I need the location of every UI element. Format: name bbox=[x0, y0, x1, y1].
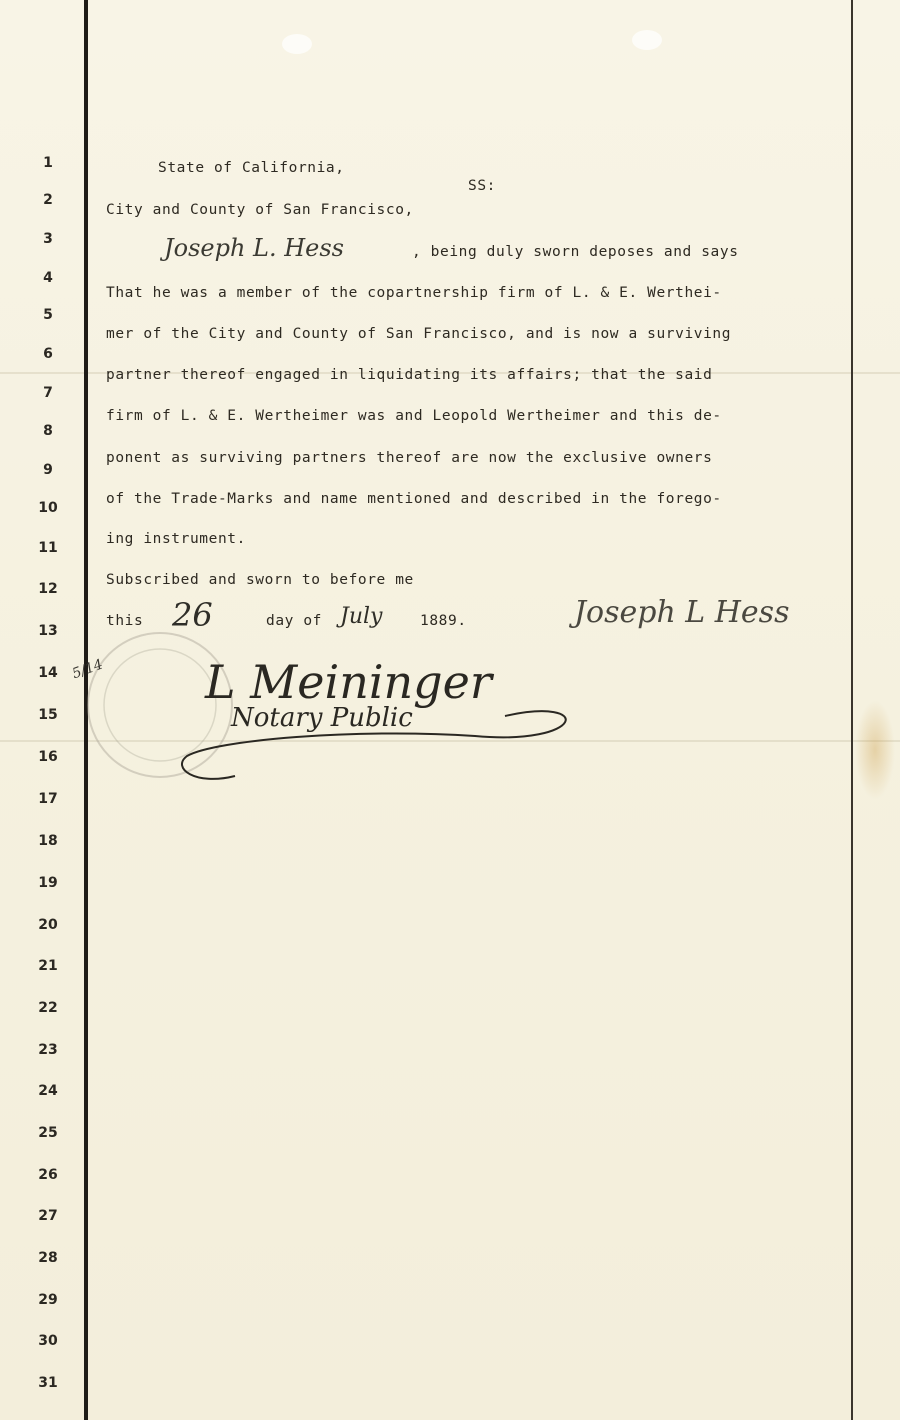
line-number: 24 bbox=[38, 1083, 58, 1099]
body-line-8: ponent as surviving partners thereof are now the exclusive owners bbox=[106, 450, 713, 466]
body-line-9: of the Trade-Marks and name mentioned and described in the forego- bbox=[106, 491, 722, 507]
line-number: 2 bbox=[43, 192, 53, 208]
jurat-month-handwriting bbox=[336, 595, 426, 635]
jurat-dayof: day of bbox=[266, 613, 322, 629]
line-number: 21 bbox=[38, 958, 58, 974]
venue-state: State of California, bbox=[158, 160, 345, 176]
line-number: 23 bbox=[38, 1042, 58, 1058]
line-number: 13 bbox=[38, 623, 58, 639]
deponent-name-handwriting bbox=[160, 228, 416, 268]
line-number: 1 bbox=[43, 155, 53, 171]
deponent-name-text: Joseph L. Hess bbox=[164, 234, 344, 262]
notary-title-text: Notary Public bbox=[231, 703, 413, 733]
body-line-6: partner thereof engaged in liquidating its affairs; that the said bbox=[106, 367, 713, 383]
notary-name-text: L Meininger bbox=[205, 655, 492, 709]
jurat-year: 1889. bbox=[420, 613, 467, 629]
line-number: 8 bbox=[43, 423, 53, 439]
line-number: 9 bbox=[43, 462, 53, 478]
jurat-month-text: July bbox=[340, 604, 383, 629]
body-line-7: firm of L. & E. Wertheimer was and Leopold Wertheimer and this de- bbox=[106, 408, 722, 424]
deponent-signature bbox=[568, 578, 828, 648]
line-number: 4 bbox=[43, 270, 53, 286]
line-number: 25 bbox=[38, 1125, 58, 1141]
deponent-signature-text: Joseph L Hess bbox=[574, 595, 790, 630]
jurat-line: Subscribed and sworn to before me bbox=[106, 572, 414, 588]
line3-text: , being duly sworn deposes and says bbox=[412, 244, 739, 260]
margin-note bbox=[56, 640, 126, 700]
line-number: 19 bbox=[38, 875, 58, 891]
line-number: 6 bbox=[43, 346, 53, 362]
paper-hole bbox=[632, 30, 662, 50]
line-number: 18 bbox=[38, 833, 58, 849]
body-line-4: That he was a member of the copartnership firm of L. & E. Werthei- bbox=[106, 285, 722, 301]
line-number: 5 bbox=[43, 307, 53, 323]
line-number: 29 bbox=[38, 1292, 58, 1308]
line-number: 26 bbox=[38, 1167, 58, 1183]
line-number: 12 bbox=[38, 581, 58, 597]
margin-note-text: 5/14 bbox=[70, 656, 106, 683]
jurat-this: this bbox=[106, 613, 144, 629]
right-margin-rule bbox=[851, 0, 853, 1420]
venue-ss: SS: bbox=[468, 178, 496, 194]
line-number: 10 bbox=[38, 500, 58, 516]
line-number: 3 bbox=[43, 231, 53, 247]
line-number: 22 bbox=[38, 1000, 58, 1016]
jurat-day-text: 26 bbox=[172, 596, 213, 634]
line-number: 15 bbox=[38, 707, 58, 723]
line-number: 31 bbox=[38, 1375, 58, 1391]
notary-signature bbox=[175, 636, 595, 796]
line-number: 20 bbox=[38, 917, 58, 933]
line-number: 28 bbox=[38, 1250, 58, 1266]
venue-county: City and County of San Francisco, bbox=[106, 202, 414, 218]
body-line-5: mer of the City and County of San Francisco, and is now a surviving bbox=[106, 326, 732, 342]
line-number: 14 bbox=[38, 665, 58, 681]
paper-hole bbox=[282, 34, 312, 54]
body-line-10: ing instrument. bbox=[106, 531, 246, 547]
line-number: 27 bbox=[38, 1208, 58, 1224]
line-number: 16 bbox=[38, 749, 58, 765]
line-number: 11 bbox=[38, 540, 58, 556]
line-number: 17 bbox=[38, 791, 58, 807]
paper-stain bbox=[855, 700, 895, 800]
line-number: 7 bbox=[43, 385, 53, 401]
line-number: 30 bbox=[38, 1333, 58, 1349]
